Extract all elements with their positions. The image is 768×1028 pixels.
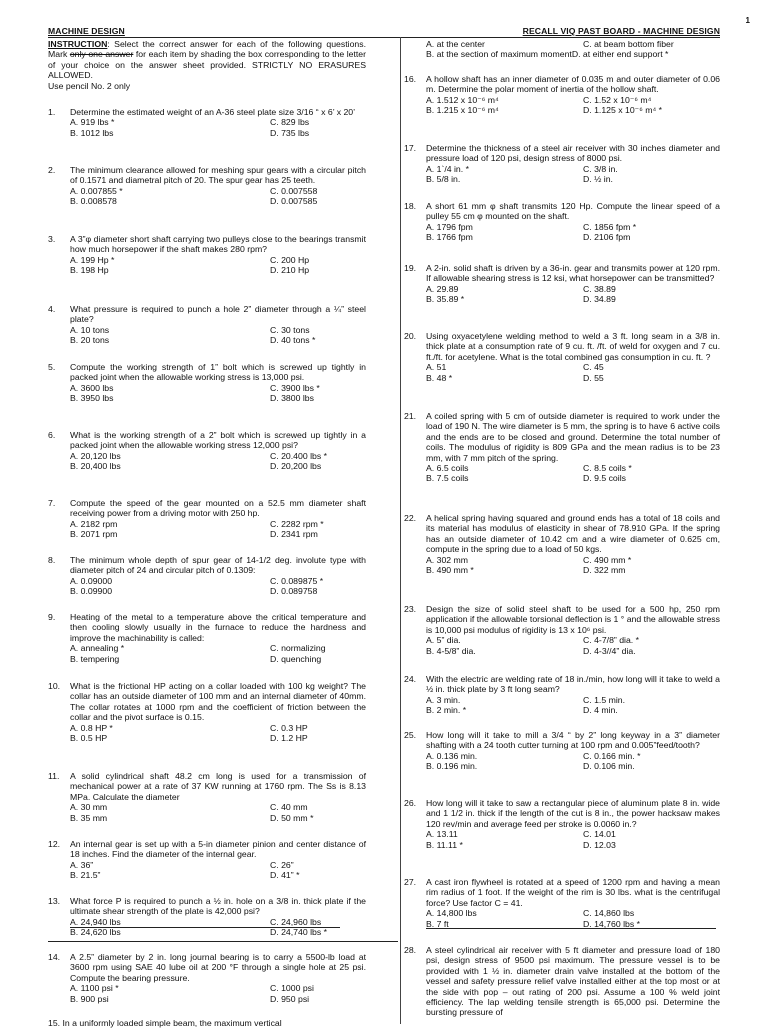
option-d: D. 0.106 min.: [583, 761, 635, 772]
option-a: A. 14,800 lbs: [426, 908, 477, 919]
option-d: D. quenching: [270, 653, 322, 664]
option-b: B. 20 tons: [70, 335, 110, 346]
question-12: [48, 839, 366, 881]
strikethrough-line: [70, 927, 340, 928]
question-8: [48, 555, 366, 597]
question-1: [48, 107, 366, 138]
option-c: C. 1000 psi: [270, 983, 314, 994]
answer-options: [70, 519, 366, 540]
question-stem: A hollow shaft has an inner diameter of 0.035 m and outer diameter of 0.06 m. Determine the polar moment of inertia of the hollow shaft.: [426, 74, 720, 95]
option-a: A. 0.007855 *: [70, 185, 123, 196]
option-d: D. 1.2 HP: [270, 733, 308, 744]
option-c: C. 45: [583, 362, 604, 373]
question-stem: What is the working strength of a 2” bolt which is screwed up tightly in a packed joint when the allowable working stress 12,000 psi?: [70, 430, 366, 451]
question-stem: Determine the thickness of a steel air receiver with 30 inches diameter and pressure load of 120 psi, design stress of 8000 psi.: [426, 143, 720, 164]
option-d: D. 50 mm *: [270, 812, 314, 823]
answer-options: [426, 751, 720, 772]
option-d: D. 55: [583, 372, 604, 383]
question-number: 27.: [404, 877, 417, 887]
option-c: C. 38.89: [583, 283, 616, 294]
header-rule: [48, 37, 720, 38]
answer-options: [426, 284, 720, 305]
option-b: B. tempering: [70, 653, 120, 664]
option-d: D. 3800 lbs: [270, 393, 314, 404]
answer-options: [70, 325, 366, 346]
answer-options: [70, 802, 366, 823]
option-c: C. 490 mm *: [583, 554, 632, 565]
question-number: 13.: [48, 896, 61, 906]
option-c: C. 1.52 x 10⁻⁶ m⁴: [583, 94, 652, 105]
question-stem: A 2.5” diameter by 2 in. long journal bearing is to carry a 5500-lb load at 3600 rpm using SAE 40 lube oil at 200 °F through a single hole at 25 psi. Compute the bearing pressure.: [70, 952, 366, 983]
option-d: D. 2106 fpm: [583, 232, 631, 243]
question-15-text: 15. In a uniformly loaded simple beam, the maximum vertical: [48, 1018, 282, 1028]
question-number: 5.: [48, 362, 56, 372]
question-25: [404, 730, 720, 772]
question-stem: Design the size of solid steel shaft to be used for a 500 hp, 250 rpm application if the allowable torsional deflection is 1 ° and the allowable stress is 10,000 psi modulus of rigidity is 13 x 10⁶ psi.: [426, 604, 720, 635]
answer-options: [70, 983, 366, 1004]
option-b: B. 198 Hp: [70, 265, 109, 276]
option-b: B. 2 min. *: [426, 705, 467, 716]
option-c: C. 14,860 lbs: [583, 908, 635, 919]
option-d: D. 20,200 lbs: [270, 461, 322, 472]
question-number: 14.: [48, 952, 61, 962]
option-c: C. 0.3 HP: [270, 722, 308, 733]
option-a: A. 1100 psi *: [70, 983, 119, 994]
question-number: 6.: [48, 430, 56, 440]
option-d: D. 1.125 x 10⁻⁶ m⁴ *: [583, 105, 663, 116]
instruction-label: INSTRUCTION: [48, 39, 108, 49]
option-c: C. 14.01: [583, 829, 616, 840]
question-2: [48, 165, 366, 207]
option-a: A. 36”: [70, 859, 94, 870]
answer-options: [70, 255, 366, 276]
option-d: D. 12.03: [583, 839, 616, 850]
option-c: C. 24,960 lbs: [270, 916, 322, 927]
option-d: D. 4-3//4” dia.: [583, 645, 636, 656]
question-28: [404, 945, 720, 1018]
question-number: 21.: [404, 411, 417, 421]
question-stem: A helical spring having squared and ground ends has a total of 18 coils and its material has modulus of elasticity in shear of 78.910 GPa. If the spring has an outside diameter of 10.42 cm and a wire diameter of 0.625 cm, compute in the spring due to a load of 50 kgs.: [426, 513, 720, 555]
option-a: A. 0.8 HP *: [70, 722, 113, 733]
option-d: D. 0.089758: [270, 586, 318, 597]
option-a: A. 199 Hp *: [70, 254, 115, 265]
answer-options: [70, 723, 366, 744]
option-b-d: B. at the section of maximum momentD. at either end support *: [426, 49, 669, 60]
question-number: 17.: [404, 143, 417, 153]
option-c: C. 26”: [270, 859, 294, 870]
option-a: A. 10 tons: [70, 324, 110, 335]
answer-options: [426, 222, 720, 243]
question-number: 9.: [48, 612, 56, 622]
answer-options: [426, 95, 720, 116]
option-d: D. 9.5 coils: [583, 473, 626, 484]
question-21: [404, 411, 720, 484]
question-24: [404, 674, 720, 716]
question-stem: With the electric are welding rate of 18 in./min, how long will it take to weld a ½ in. thick plate by 3 ft long seam?: [426, 674, 720, 695]
answer-options: [70, 186, 366, 207]
option-a: A. 1796 fpm: [426, 221, 473, 232]
option-a: A. 6.5 coils: [426, 463, 469, 474]
option-b: B. 1.215 x 10⁻⁶ m⁴: [426, 105, 499, 116]
option-c: C. normalizing: [270, 643, 326, 654]
answer-options: [426, 908, 720, 929]
question-number: 28.: [404, 945, 417, 955]
option-c: C. 20.400 lbs *: [270, 450, 327, 461]
question-9: [48, 612, 366, 664]
answer-options: [426, 555, 720, 576]
option-c: C. 200 Hp: [270, 254, 310, 265]
option-c: C. 1.5 min.: [583, 694, 626, 705]
option-c: C. 30 tons: [270, 324, 310, 335]
instruction-text-1: : Select the correct answer for each of the following questions. Mark: [48, 39, 366, 60]
column-divider: [400, 37, 401, 1024]
option-d: D. 40 tons *: [270, 335, 316, 346]
option-d: D. 24,740 lbs *: [270, 927, 327, 938]
question-5: [48, 362, 366, 404]
question-stem: Compute the speed of the gear mounted on a 52.5 mm diameter shaft receiving power from a driving motor with 250 hp.: [70, 498, 366, 519]
question-number: 22.: [404, 513, 417, 523]
option-b: B. 2071 rpm: [70, 529, 118, 540]
question-number: 11.: [48, 771, 60, 781]
question-6: [48, 430, 366, 472]
question-4: [48, 304, 366, 346]
answer-options: [426, 164, 720, 185]
question-stem: A steel cylindrical air receiver with 5 ft diameter and pressure load of 180 psi, design stress of 9500 psi maximum. The pressure vessel is to be provided with 1 ½ in. diameter drain valve installed at the bottom of the vessel and safety pressure relief valve installed either at the top most or at the side with pop – out rating of 200 psi. Assume a 100 % weld joint efficiency. The lap welding tensile strength is 65,000 psi. Determine the bursting pressure of: [426, 945, 720, 1018]
question-stem: An internal gear is set up with a 5-in diameter pinion and center distance of 18 inches. Find the diameter of the internal gear.: [70, 839, 366, 860]
option-a: A. 20,120 lbs: [70, 450, 121, 461]
question-26: [404, 798, 720, 850]
question-number: 16.: [404, 74, 417, 84]
answer-options: [426, 463, 720, 484]
answer-options: [70, 576, 366, 597]
option-b: B. 0.09900: [70, 586, 113, 597]
option-a: A. 3 min.: [426, 694, 461, 705]
continued-question-options: [426, 39, 720, 60]
header-right: RECALL VIQ PAST BOARD - MACHINE DESIGN: [522, 26, 720, 36]
option-d: D. 210 Hp: [270, 265, 310, 276]
question-number: 10.: [48, 681, 61, 691]
option-a: A. at the center: [426, 39, 485, 49]
question-stem: What pressure is required to punch a hole 2” diameter through a ¼” steel plate?: [70, 304, 366, 325]
option-c: C. 0.089875 *: [270, 575, 324, 586]
question-stem: A short 61 mm φ shaft transmits 120 Hp. Compute the linear speed of a pulley 55 cm φ mounted on the shaft.: [426, 201, 720, 222]
question-stem: A cast iron flywheel is rotated at a speed of 1200 rpm and having a mean rim radius of 1 foot. If the weight of the rim is 30 lbs. what is the centrifugal force? Use factor C = 41.: [426, 877, 720, 908]
option-c: C. at beam bottom fiber: [583, 39, 674, 49]
question-number: 19.: [404, 263, 417, 273]
option-c: C. 3900 lbs *: [270, 382, 320, 393]
question-stem: Using oxyacetylene welding method to weld a 3 ft. long seam in a 3/8 in. thick plate at a consumption rate of 9 cu. ft. /ft. of weld for oxygen and 7 cu. ft./ft. for acetylene. What is the total combined gas consumption in cu. ft. ?: [426, 331, 720, 362]
page-number: 1: [745, 16, 750, 25]
option-a: A. 5” dia.: [426, 635, 461, 646]
option-a: A. 0.09000: [70, 575, 113, 586]
question-number: 2.: [48, 165, 56, 175]
question-stem: What is the frictional HP acting on a collar loaded with 100 kg weight? The collar has an outside diameter of 100 mm and an internal diameter of 40mm. The collar rotates at 1000 rpm and the coefficient of friction between the collar and the pivot surface is 0.15.: [70, 681, 366, 723]
question-stem: The minimum clearance allowed for meshing spur gears with a circular pitch of 0.1571 and diametral pitch of 20. The spur gear has 25 teeth.: [70, 165, 366, 186]
option-a: A. 3600 lbs: [70, 382, 114, 393]
option-a: A. 29.89: [426, 283, 459, 294]
option-b: B. 490 mm *: [426, 565, 474, 576]
question-7: [48, 498, 366, 540]
question-number: 1.: [48, 107, 56, 117]
option-d: D. 14,760 lbs *: [583, 918, 640, 929]
option-d: D. 2341 rpm: [270, 529, 318, 540]
option-b: B. 35 mm: [70, 812, 108, 823]
option-c: C. 40 mm: [270, 802, 308, 813]
option-b: B. 20,400 lbs: [70, 461, 121, 472]
option-a: A. 2182 rpm: [70, 518, 118, 529]
option-c: C. 4-7/8” dia. *: [583, 635, 640, 646]
question-10: [48, 681, 366, 743]
option-b: B. 48 *: [426, 372, 453, 383]
instruction-pencil-note: Use pencil No. 2 only: [48, 80, 131, 91]
option-a: A. 1`/4 in. *: [426, 163, 469, 174]
option-b: B. 900 psi: [70, 993, 109, 1004]
question-19: [404, 263, 720, 305]
question-22: [404, 513, 720, 575]
question-11: [48, 771, 366, 823]
option-c: C. 829 lbs: [270, 117, 310, 128]
question-number: 12.: [48, 839, 61, 849]
option-d: D. 950 psi: [270, 993, 310, 1004]
question-number: 23.: [404, 604, 417, 614]
option-d: D. ½ in.: [583, 174, 613, 185]
option-c: C. 8.5 coils *: [583, 463, 632, 474]
instruction-text-2: for each item by shading the box corresponding to the letter of your choice on the answer sheet provided. STRICTLY NO ERASURES ALLOWED.: [48, 49, 367, 81]
option-a: A. 302 mm: [426, 554, 469, 565]
option-c: C. 3/8 in.: [583, 163, 618, 174]
question-stem: A 2-in. solid shaft is driven by a 36-in. gear and transmits power at 120 rpm. If allowable shearing stress is 12 ksi, what horsepower can be transmitted?: [426, 263, 720, 284]
question-stem: The minimum whole depth of spur gear of 14-1/2 deg. involute type with diameter pitch of 24 and circular pitch of 0.1309:: [70, 555, 366, 576]
option-a: A. 1.512 x 10⁻⁶ m⁴: [426, 94, 499, 105]
answer-options: [70, 643, 366, 664]
question-stem: A solid cylindrical shaft 48.2 cm long is used for a transmission of mechanical power at a rate of 37 KW running at 1760 rpm. The Ss is 8.13 MPa. Calculate the diameter: [70, 771, 366, 802]
option-b: B. 11.11 *: [426, 839, 463, 850]
option-b: B. 35.89 *: [426, 294, 465, 305]
option-d: D. 0.007585: [270, 196, 318, 207]
question-stem: What force P is required to punch a ½ in. hole on a 3/8 in. thick plate if the ultimate shear strength of the plate is 42,000 psi?: [70, 896, 366, 917]
option-b: B. 7 ft: [426, 918, 449, 929]
option-c: C. 0.166 min. *: [583, 750, 641, 761]
answer-options: [70, 451, 366, 472]
question-number: 8.: [48, 555, 56, 565]
option-b: B. 4-5/8” dia.: [426, 645, 476, 656]
option-b: B. 0.5 HP: [70, 733, 108, 744]
answer-options: [70, 383, 366, 404]
option-b: B. 5/8 in.: [426, 174, 461, 185]
option-d: D. 735 lbs: [270, 127, 310, 138]
option-c: C. 1856 fpm *: [583, 221, 637, 232]
question-stem: Heating of the metal to a temperature above the critical temperature and then cooling slowly usually in the furnace to reduce the hardness and improve the machinability is called:: [70, 612, 366, 643]
question-17: [404, 143, 720, 185]
answer-options: [70, 860, 366, 881]
question-number: 20.: [404, 331, 417, 341]
answer-options: [426, 362, 720, 383]
option-b: B. 24,620 lbs: [70, 927, 121, 938]
option-a: A. annealing *: [70, 643, 125, 654]
option-a: A. 51: [426, 362, 447, 373]
option-a: A. 0.136 min.: [426, 750, 478, 761]
question-23: [404, 604, 720, 656]
option-a: A. 24,940 lbs: [70, 916, 121, 927]
answer-options: [426, 635, 720, 656]
instruction-block: [48, 39, 366, 91]
option-d: D. 41” *: [270, 870, 300, 881]
question-stem: How long will it take to mill a 3/4 “ by 2” long keyway in a 3” diameter shafting with a 24 tooth cutter turning at 100 rpm and 0.005”feed/tooth?: [426, 730, 720, 751]
answer-options: [426, 695, 720, 716]
question-20: [404, 331, 720, 383]
option-d: D. 4 min.: [583, 705, 618, 716]
strikethrough-line: [426, 928, 716, 929]
option-a: A. 30 mm: [70, 802, 108, 813]
question-number: 26.: [404, 798, 417, 808]
question-stem: A coiled spring with 5 cm of outside diameter is required to work under the load of 190 N. The wire diameter is 5 mm, the spring is to have 6 active coils and the ends are to be closed and ground. Determine the total number of coils. The modulus of rigidity is 809 GPa and the mean radius is to be 23 mm, with 7 mm pitch of the spring.: [426, 411, 720, 463]
option-b: B. 0.196 min.: [426, 761, 478, 772]
answer-options: [426, 829, 720, 850]
option-c: C. 0.007558: [270, 185, 318, 196]
question-number: 25.: [404, 730, 417, 740]
header-left: MACHINE DESIGN: [48, 26, 125, 36]
section-rule: [48, 941, 398, 942]
question-14: [48, 952, 366, 1004]
option-a: A. 13.11: [426, 829, 458, 840]
question-number: 24.: [404, 674, 417, 684]
question-number: 7.: [48, 498, 56, 508]
option-b: B. 1766 fpm: [426, 232, 473, 243]
answer-options: [70, 117, 366, 138]
question-27: [404, 877, 720, 929]
question-13: [48, 896, 366, 938]
question-number: 18.: [404, 201, 417, 211]
option-b: B. 3950 lbs: [70, 393, 114, 404]
question-number: 4.: [48, 304, 56, 314]
question-stem: Compute the working strength of 1” bolt which is screwed up tightly in packed joint when the allowable working stress is 13,000 psi.: [70, 362, 366, 383]
question-18: [404, 201, 720, 243]
option-d: D. 34.89: [583, 294, 616, 305]
question-number: 3.: [48, 234, 56, 244]
question-stem: A 3”φ diameter short shaft carrying two pulleys close to the bearings transmit how much horsepower if the shaft makes 280 rpm?: [70, 234, 366, 255]
question-3: [48, 234, 366, 276]
option-c: C. 2282 rpm *: [270, 518, 324, 529]
option-d: D. 322 mm: [583, 565, 626, 576]
instruction-struck-text: only one answer: [69, 49, 134, 60]
question-15-partial: [48, 1018, 366, 1028]
question-stem: How long will it take to saw a rectangular piece of aluminum plate 8 in. wide and 1 1/2 in. thick if the length of the cut is 8 in., the power hacksaw makes 120 rev/min and average feed per stroke is 0.0060 in.?: [426, 798, 720, 829]
option-b: B. 7.5 coils: [426, 473, 469, 484]
option-a: A. 919 lbs *: [70, 117, 115, 128]
question-16: [404, 74, 720, 116]
option-b: B. 1012 lbs: [70, 127, 114, 138]
option-b: B. 0.008578: [70, 196, 117, 207]
option-b: B. 21.5”: [70, 870, 101, 881]
question-stem: Determine the estimated weight of an A-36 steel plate size 3/16 “ x 6’ x 20’: [70, 107, 356, 117]
